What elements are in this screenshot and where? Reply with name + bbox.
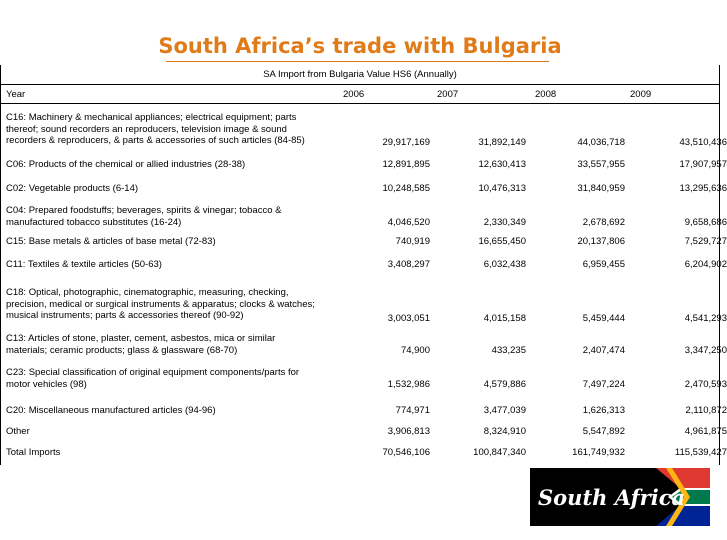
value-cell-2007: 2,330,349 — [483, 217, 526, 228]
value-cell-2008: 5,459,444 — [582, 313, 625, 324]
value-cell-2006: 3,003,051 — [387, 313, 430, 324]
row-label: C20: Miscellaneous manufactured articles (94-96) — [6, 405, 216, 416]
value-cell-2006: 10,248,585 — [382, 183, 430, 194]
value-cell-2006: 774,971 — [395, 405, 430, 416]
title-underline — [166, 61, 549, 62]
row-label: C04: Prepared foodstuffs; beverages, spirits & vinegar; tobacco & manufactured tobacco substitutes (16-24) — [6, 205, 282, 228]
row-label: C23: Special classification of original equipment components/parts for motor vehicles (98) — [6, 367, 300, 390]
value-cell-2006: 4,046,520 — [387, 217, 430, 228]
table-caption: SA Import from Bulgaria Value HS6 (Annually) — [263, 69, 457, 80]
column-header-2009: 2009 — [630, 89, 652, 100]
value-cell-2006: 1,532,986 — [387, 379, 430, 390]
value-cell-2009: 115,539,427 — [674, 447, 727, 458]
row-label: C15: Base metals & articles of base metal (72-83) — [6, 236, 216, 247]
value-cell-2009: 17,907,957 — [679, 159, 727, 170]
value-cell-2007: 6,032,438 — [483, 259, 526, 270]
value-cell-2007: 4,015,158 — [483, 313, 526, 324]
row-label: Total Imports — [6, 447, 61, 458]
row-label: C13: Articles of stone, plaster, cement, asbestos, mica or similar materials; ceramic products; glass & glassware (68-70) — [6, 333, 276, 356]
header-rule — [0, 103, 720, 104]
value-cell-2009: 9,658,686 — [684, 217, 727, 228]
row-label: Other — [6, 426, 30, 437]
value-cell-2006: 740,919 — [395, 236, 430, 247]
value-cell-2008: 33,557,955 — [577, 159, 625, 170]
value-cell-2009: 7,529,727 — [684, 236, 727, 247]
value-cell-2007: 10,476,313 — [478, 183, 526, 194]
row-label: C11: Textiles & textile articles (50-63) — [6, 259, 162, 270]
caption-rule — [0, 84, 719, 85]
value-cell-2009: 43,510,436 — [679, 137, 727, 148]
value-cell-2009: 3,347,250 — [684, 345, 727, 356]
value-cell-2008: 2,678,692 — [582, 217, 625, 228]
value-cell-2006: 12,891,895 — [382, 159, 430, 170]
value-cell-2007: 8,324,910 — [483, 426, 526, 437]
value-cell-2008: 2,407,474 — [582, 345, 625, 356]
value-cell-2009: 13,295,636 — [679, 183, 727, 194]
value-cell-2006: 3,906,813 — [387, 426, 430, 437]
value-cell-2008: 161,749,932 — [572, 447, 625, 458]
row-label: C02: Vegetable products (6-14) — [6, 183, 139, 194]
value-cell-2007: 16,655,450 — [478, 236, 526, 247]
value-cell-2009: 4,541,293 — [684, 313, 727, 324]
value-cell-2007: 12,630,413 — [478, 159, 526, 170]
value-cell-2007: 4,579,886 — [483, 379, 526, 390]
value-cell-2007: 3,477,039 — [483, 405, 526, 416]
value-cell-2009: 4,961,875 — [684, 426, 727, 437]
value-cell-2007: 100,847,340 — [473, 447, 526, 458]
value-cell-2007: 31,892,149 — [478, 137, 526, 148]
column-header-2008: 2008 — [535, 89, 557, 100]
column-header-2007: 2007 — [437, 89, 459, 100]
value-cell-2007: 433,235 — [491, 345, 526, 356]
column-header-2006: 2006 — [343, 89, 365, 100]
value-cell-2008: 7,497,224 — [582, 379, 625, 390]
value-cell-2009: 2,470,593 — [684, 379, 727, 390]
value-cell-2009: 6,204,902 — [684, 259, 727, 270]
column-header-year: Year — [6, 89, 26, 100]
value-cell-2008: 6,959,455 — [582, 259, 625, 270]
value-cell-2009: 2,110,872 — [685, 405, 727, 416]
value-cell-2008: 20,137,806 — [577, 236, 625, 247]
value-cell-2006: 70,546,106 — [382, 447, 430, 458]
row-label: C06: Products of the chemical or allied industries (28-38) — [6, 159, 246, 170]
south-africa-logo — [530, 468, 710, 526]
value-cell-2008: 5,547,892 — [582, 426, 625, 437]
trade-table — [0, 65, 727, 465]
page-title: South Africa’s trade with Bulgaria — [158, 34, 562, 58]
value-cell-2006: 29,917,169 — [382, 137, 430, 148]
value-cell-2006: 74,900 — [400, 345, 430, 356]
value-cell-2008: 1,626,313 — [582, 405, 625, 416]
row-label: C18: Optical, photographic, cinematographic, measuring, checking, precision, medical or surgical instruments & apparatus; clocks & watches; musical instruments; parts & accessories thereof (90-92) — [6, 287, 315, 321]
value-cell-2008: 31,840,959 — [577, 183, 625, 194]
row-label: C16: Machinery & mechanical appliances; electrical equipment; parts thereof; sound recorders an reproducers, television image & sound recorders & reproducers, & parts & accessories of such articles (84-85) — [6, 112, 305, 146]
logo-wordmark: South Africa — [538, 485, 686, 510]
value-cell-2006: 3,408,297 — [387, 259, 430, 270]
value-cell-2008: 44,036,718 — [577, 137, 625, 148]
table-border-left — [0, 65, 1, 465]
